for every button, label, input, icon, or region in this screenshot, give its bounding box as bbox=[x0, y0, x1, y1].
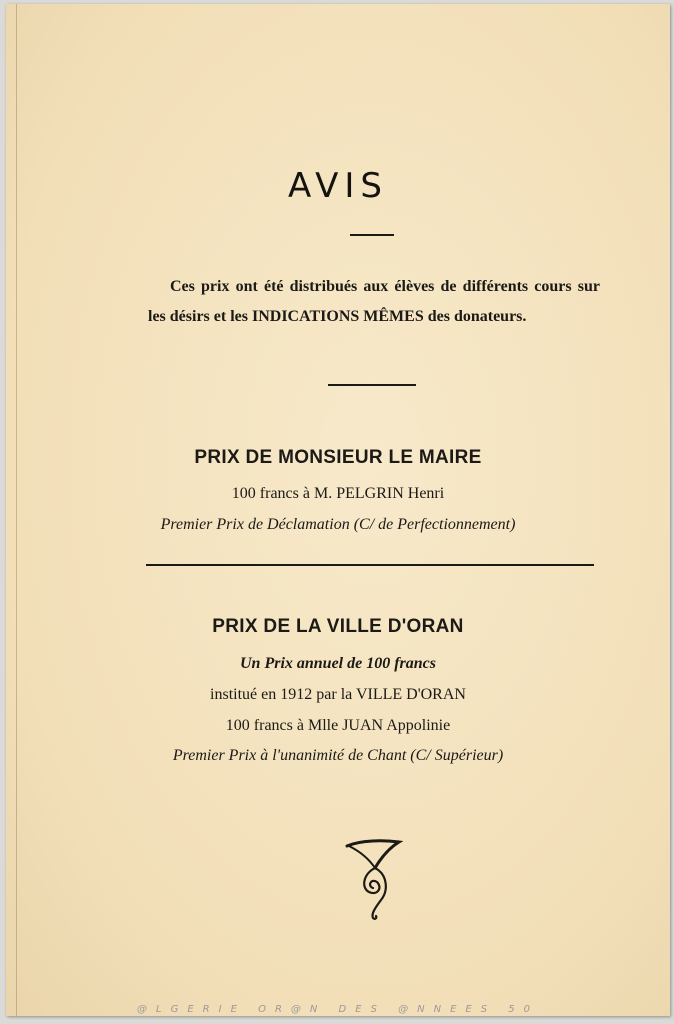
prize-2-instituted-prefix: institué en 1912 par la bbox=[210, 686, 356, 703]
prize-2-instituted bbox=[6, 686, 670, 704]
intro-text-start: Ces prix ont été distribués aux élèves de différents cours sur les désirs et les bbox=[148, 278, 600, 325]
title-divider bbox=[350, 234, 394, 236]
intro-divider bbox=[328, 384, 416, 386]
intro-emphasis: INDICATIONS MÊMES bbox=[251, 308, 424, 325]
prize-2-heading: PRIX DE LA VILLE D'ORAN bbox=[212, 616, 464, 637]
prize-1-detail: Premier Prix de Déclamation (C/ de Perfectionnement) bbox=[160, 516, 516, 533]
prize-1-award: 100 francs à M. PELGRIN Henri bbox=[231, 485, 445, 502]
calligraphic-flourish-icon bbox=[343, 836, 403, 922]
prize-1-heading: PRIX DE MONSIEUR LE MAIRE bbox=[194, 447, 482, 468]
watermark: @LGERIE OR@N DES @NNEES 50 bbox=[137, 1004, 539, 1015]
section-divider bbox=[146, 564, 594, 566]
prize-2-instituted-name: VILLE D'ORAN bbox=[355, 686, 466, 703]
intro-text-end: des donateurs. bbox=[423, 308, 527, 325]
prize-2-subtitle: Un Prix annuel de 100 francs bbox=[239, 655, 437, 672]
document-page bbox=[6, 4, 670, 1016]
intro-paragraph bbox=[148, 272, 600, 332]
prize-2-award: 100 francs à Mlle JUAN Appolinie bbox=[225, 717, 451, 734]
page-title: AVIS bbox=[288, 166, 388, 206]
prize-2-detail: Premier Prix à l'unanimité de Chant (C/ Supérieur) bbox=[172, 747, 504, 764]
page-fold-edge bbox=[16, 4, 17, 1016]
